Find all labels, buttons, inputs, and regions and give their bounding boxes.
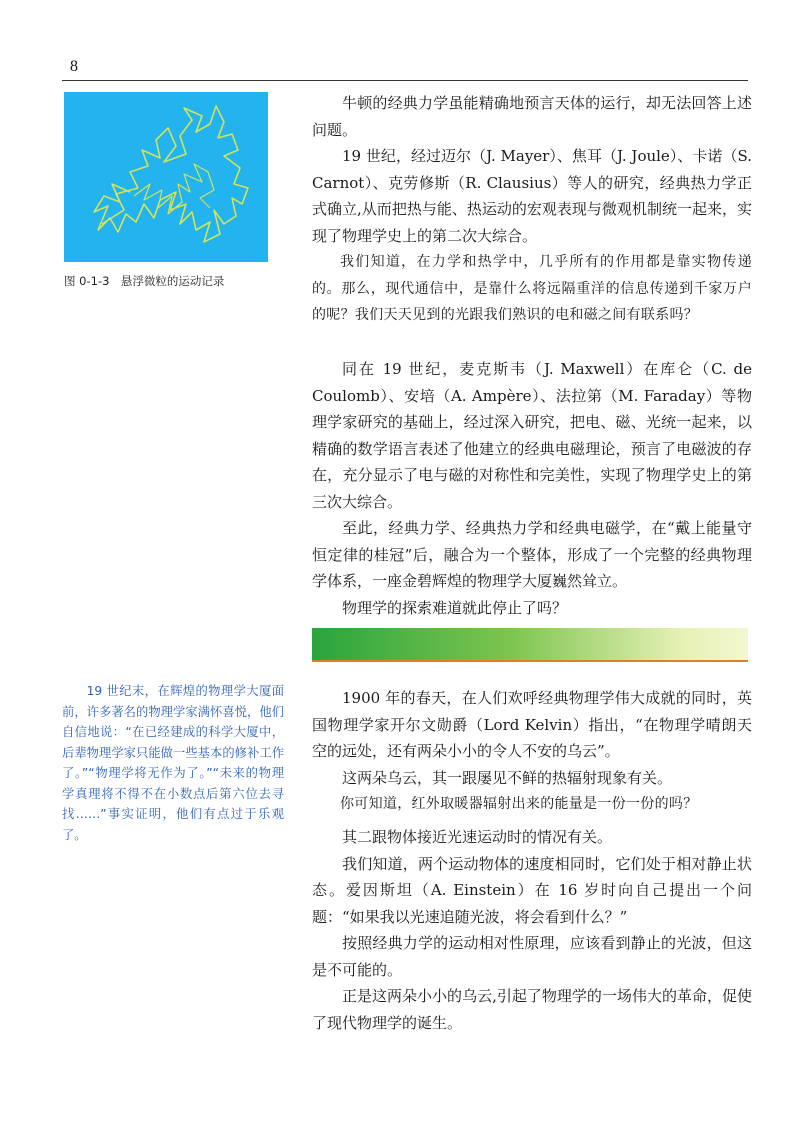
text-block-3 (312, 685, 752, 818)
text-block-4 (312, 824, 752, 1036)
section-header-bar (312, 628, 748, 660)
paragraph: 我们知道，两个运动物体的速度相同时，它们处于相对静止状态。爱因斯坦（A. Einstein）在 16 岁时向自己提出一个问题：“如果我以光速追随光波，将会看到什么？” (312, 854, 752, 926)
paragraph: 同在 19 世纪，麦克斯韦（J. Maxwell）在库仑（C. de Coulomb）、安培（A. Ampère）、法拉第（M. Faraday）等物理学家研究的基础上，经过深入研究，把电、磁、光统一起来，以精确的数学语言表述了他建立的经典电磁理论，预言了电磁波的存在，充分显示了电与磁的对称性和完美性，实现了物理学史上的第三次大综合。 (312, 360, 752, 511)
paragraph: 至此，经典力学、经典热力学和经典电磁学，在“戴上能量守恒定律的桂冠”后，融合为一个整体，形成了一个完整的经典物理学体系，一座金碧辉煌的物理学大厦巍然耸立。 (312, 519, 752, 590)
paragraph: 其二跟物体接近光速运动时的情况有关。 (342, 828, 613, 846)
page-number: 8 (70, 58, 78, 75)
header-rule (62, 80, 748, 81)
text-block-1 (312, 90, 752, 329)
paragraph: 按照经典力学的运动相对性原理，应该看到静止的光波，但这是不可能的。 (312, 934, 752, 979)
question-paragraph: 你可知道，红外取暖器辐射出来的能量是一份一份的吗？ (340, 796, 698, 812)
margin-note (62, 681, 284, 845)
brownian-motion-figure (64, 92, 268, 262)
paragraph: 正是这两朵小小的乌云,引起了物理学的一场伟大的革命，促使了现代物理学的诞生。 (312, 987, 752, 1032)
paragraph: 这两朵乌云，其一跟屡见不鲜的热辐射现象有关。 (342, 768, 673, 787)
paragraph: 牛顿的经典力学虽能精确地预言天体的运行，却无法回答上述问题。 (312, 94, 752, 139)
paragraph: 19 世纪，经过迈尔（J. Mayer）、焦耳（J. Joule）、卡诺（S. Carnot）、克劳修斯（R. Clausius）等人的研究，经典热力学正式确立,从而把热与能、热运动的宏观表现与微观机制统一起来，实现了物理学史上的第二次大综合。 (312, 147, 752, 245)
paragraph: 1900 年的春天，在人们欢呼经典物理学伟大成就的同时，英国物理学家开尔文勋爵（Lord Kelvin）指出，“在物理学晴朗天空的远处，还有两朵小小的令人不安的乌云”。 (312, 689, 752, 760)
margin-note-text: 19 世纪末，在辉煌的物理学大厦面前，许多著名的物理学家满怀喜悦，他们自信地说：“在已经建成的科学大厦中，后辈物理学家只能做一些基本的修补工作了。”“物理学将无作为了。”“未来的物理学真理将不得不在小数点后第六位去寻找……”事实证明，他们有点过于乐观了。 (62, 684, 284, 842)
question-paragraph: 我们知道，在力学和热学中，几乎所有的作用都是靠实物传递的。那么，现代通信中，是靠什么将远隔重洋的信息传递到千家万户的呢？我们天天见到的光跟我们熟识的电和磁之间有联系吗？ (312, 254, 752, 323)
figure-caption: 图 0-1-3 悬浮微粒的运动记录 (64, 274, 225, 288)
section-underline (312, 660, 748, 662)
brownian-trace-image (64, 92, 268, 262)
paragraph: 物理学的探索难道就此停止了吗？ (342, 598, 568, 617)
text-block-2 (312, 356, 752, 621)
